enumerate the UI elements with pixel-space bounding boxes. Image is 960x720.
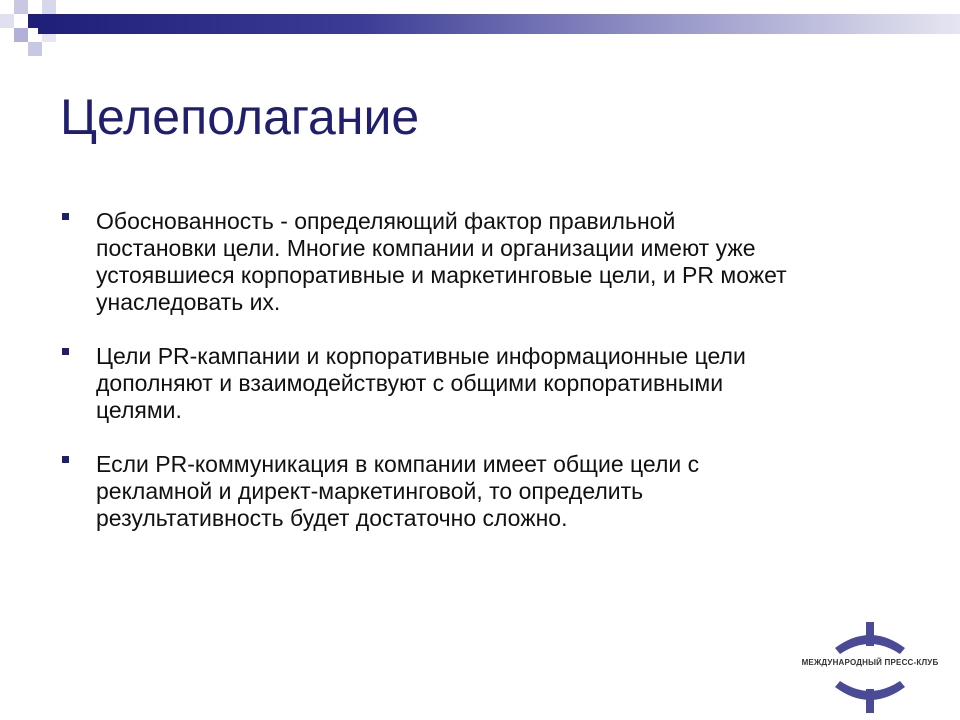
bullet-item [60, 208, 920, 316]
bullet-list [60, 208, 920, 559]
slide-title: Целеполагание [60, 89, 420, 145]
square-bullet-icon [62, 456, 69, 463]
press-club-logo-icon [790, 620, 950, 715]
square-bullet-icon [62, 213, 69, 220]
bullet-text: Обоснованность - определяющий фактор правильной постановки цели. Многие компании и организации имеют уже устоявшиеся корпоративные и маркетинговые цели, и PR может унаследовать их. [96, 208, 787, 315]
bullet-item [60, 343, 920, 424]
bullet-text: Если PR-коммуникация в компании имеет общие цели с рекламной и директ-маркетинговой, то определить результативность будет достаточно сложно. [96, 451, 700, 531]
logo-label: МЕЖДУНАРОДНЫЙ ПРЕСС-КЛУБ [801, 658, 939, 667]
bullet-item [60, 451, 920, 532]
bullet-text: Цели PR-кампании и корпоративные информационные цели дополняют и взаимодействуют с общими корпоративными целями. [96, 343, 746, 423]
corner-squares-decoration [0, 0, 80, 70]
square-bullet-icon [62, 348, 69, 355]
top-gradient-bar [38, 14, 960, 34]
